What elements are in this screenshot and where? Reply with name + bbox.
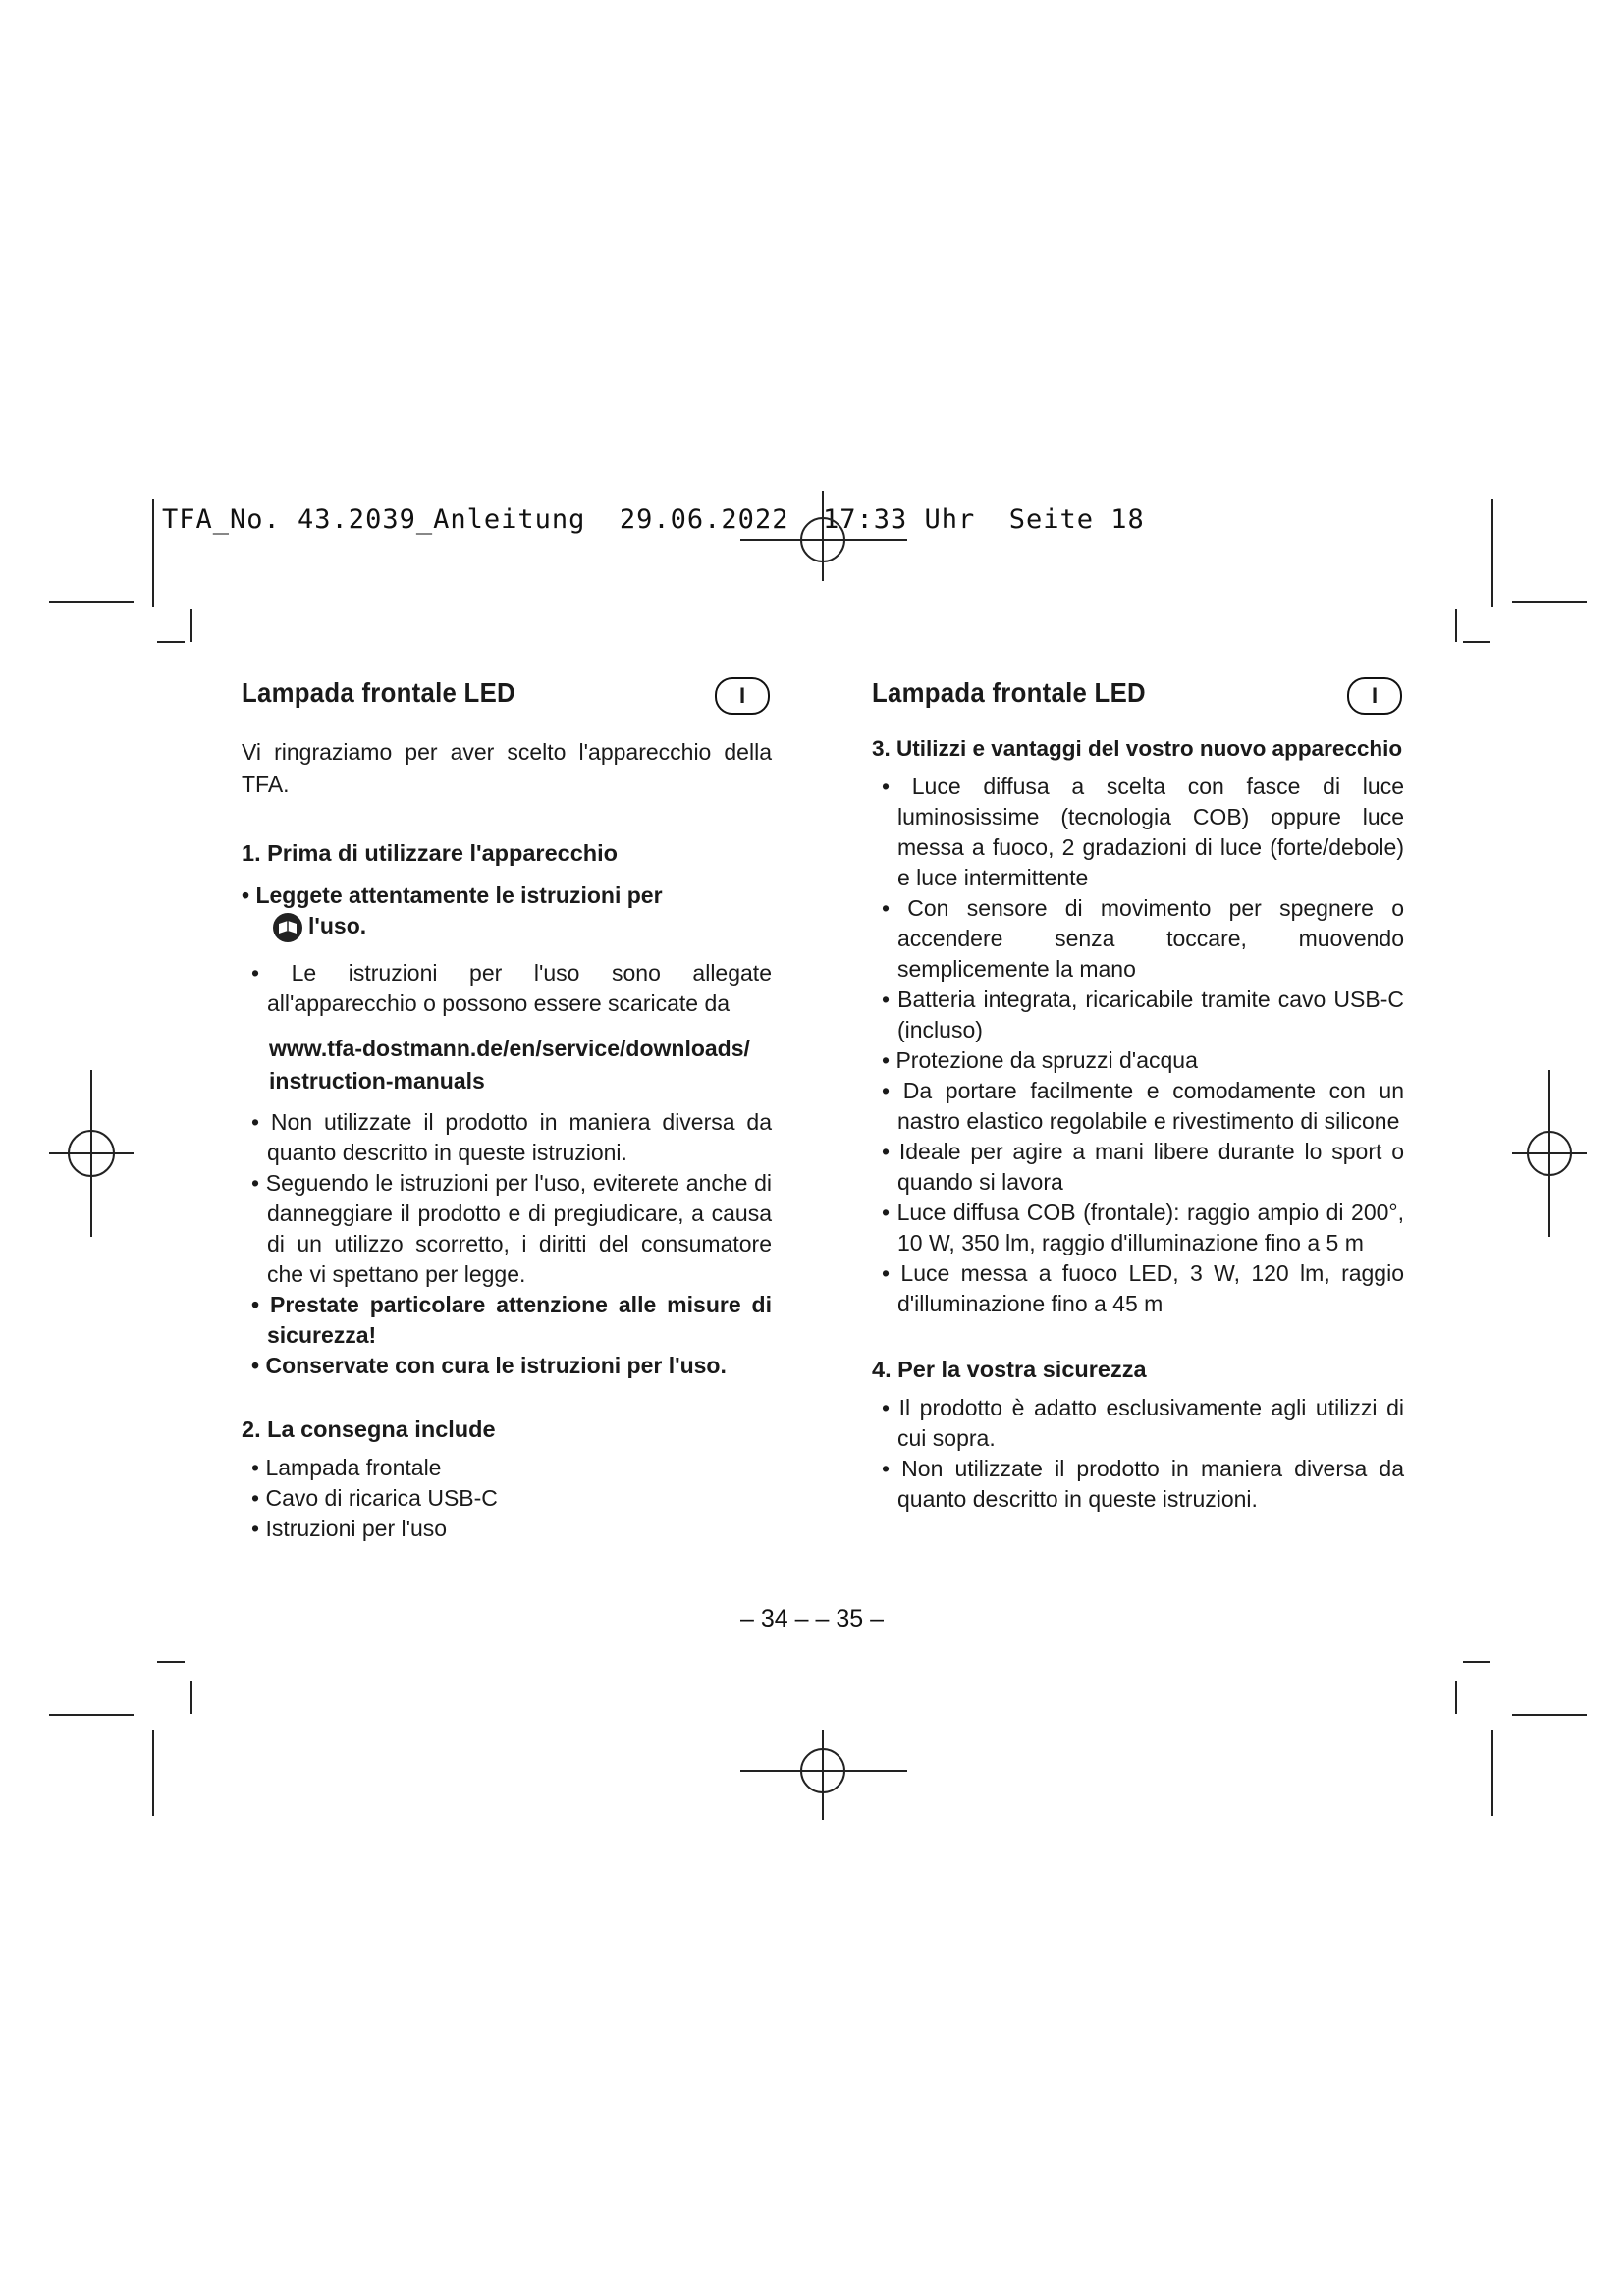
read-instructions-item: • Leggete attentamente le istruzioni per l'uso. <box>242 881 772 944</box>
crop-mark <box>1455 609 1457 642</box>
list-item: • Batteria integrata, ricaricabile tramite cavo USB-C (incluso) <box>882 987 1404 1042</box>
crop-mark <box>157 641 185 643</box>
crop-mark <box>1491 499 1493 607</box>
crop-mark <box>157 1661 185 1663</box>
crop-mark <box>49 601 134 603</box>
print-slug: TFA_No. 43.2039_Anleitung 29.06.2022 17:33 Uhr Seite 18 <box>162 505 1145 535</box>
crop-mark <box>152 1730 154 1816</box>
page-title: Lampada frontale LED <box>242 677 515 708</box>
language-badge: I <box>1347 677 1402 715</box>
crop-mark <box>1512 1714 1587 1716</box>
instructions-list <box>242 1107 772 1381</box>
read-instructions-line: Leggete attentamente le istruzioni per <box>255 882 663 908</box>
read-instructions-line: l'uso. <box>308 913 367 939</box>
crop-mark <box>49 1714 134 1716</box>
language-badge: I <box>715 677 770 715</box>
section-heading: 3. Utilizzi e vantaggi del vostro nuovo apparecchio <box>872 736 1403 761</box>
list-item: • Non utilizzate il prodotto in maniera diversa da quanto descritto in queste istruzioni. <box>251 1109 772 1165</box>
page-numbers: – 34 – – 35 – <box>740 1605 884 1632</box>
delivery-list <box>242 1453 772 1544</box>
list-item: • Luce messa a fuoco LED, 3 W, 120 lm, raggio d'illuminazione fino a 45 m <box>882 1260 1405 1316</box>
right-page-header <box>872 677 1404 722</box>
list-item: • Ideale per agire a mani libere durante lo sport o quando si lavora <box>882 1139 1404 1195</box>
features-list <box>872 772 1404 1319</box>
left-page <box>242 677 772 1544</box>
read-manual-icon <box>271 911 304 944</box>
list-item: • Le istruzioni per l'uso sono allegate all'apparecchio o possono essere scaricate da <box>251 960 772 1016</box>
list-item: • Cavo di ricarica USB-C <box>251 1485 498 1511</box>
registration-mark-icon <box>740 491 907 581</box>
section-heading: 4. Per la vostra sicurezza <box>872 1357 1147 1382</box>
crop-mark <box>1463 1661 1490 1663</box>
page-title: Lampada frontale LED <box>872 677 1146 708</box>
list-item: • Con sensore di movimento per spegnere o accendere senza toccare, muovendo semplicemente la mano <box>882 895 1404 982</box>
right-page <box>872 677 1404 1515</box>
registration-mark-icon <box>49 1070 134 1237</box>
list-item: • Da portare facilmente e comodamente con un nastro elastico regolabile e rivestimento di silicone <box>882 1078 1404 1134</box>
registration-mark-icon <box>740 1730 907 1820</box>
list-item: • Prestate particolare attenzione alle misure di sicurezza! <box>251 1292 772 1348</box>
list-item: • Protezione da spruzzi d'acqua <box>882 1047 1198 1073</box>
list-item: • Seguendo le istruzioni per l'uso, eviterete anche di danneggiare il prodotto e di pregiudicare, a causa di un utilizzo scorretto, i diritti del consumatore che vi spettano per legge. <box>251 1170 772 1287</box>
registration-mark-icon <box>1512 1070 1587 1237</box>
list-item: • Non utilizzate il prodotto in maniera diversa da quanto descritto in queste istruzioni. <box>882 1456 1404 1512</box>
intro-text: Vi ringraziamo per aver scelto l'apparecchio della TFA. <box>242 739 772 797</box>
section-heading: 2. La consegna include <box>242 1416 496 1442</box>
left-page-header <box>242 677 772 722</box>
crop-mark <box>152 499 154 607</box>
list-item: • Lampada frontale <box>251 1455 442 1480</box>
list-item: • Il prodotto è adatto esclusivamente agli utilizzi di cui sopra. <box>882 1395 1404 1451</box>
list-item: • Conservate con cura le istruzioni per l'uso. <box>251 1353 727 1378</box>
crop-mark <box>1455 1681 1457 1714</box>
crop-mark <box>190 1681 192 1714</box>
crop-mark <box>1491 1730 1493 1816</box>
list-item: • Luce diffusa a scelta con fasce di luce luminosissime (tecnologia COB) oppure luce messa a fuoco, 2 gradazioni di luce (forte/debole) e luce intermittente <box>882 774 1404 890</box>
list-item: • Istruzioni per l'uso <box>251 1516 448 1541</box>
crop-mark <box>1512 601 1587 603</box>
instructions-list <box>242 958 772 1019</box>
download-link[interactable]: www.tfa-dostmann.de/en/service/downloads/ instruction-manuals <box>269 1036 750 1094</box>
safety-list <box>872 1393 1404 1515</box>
section-heading: 1. Prima di utilizzare l'apparecchio <box>242 840 619 866</box>
crop-mark <box>1463 641 1490 643</box>
crop-mark <box>190 609 192 642</box>
list-item: • Luce diffusa COB (frontale): raggio ampio di 200°, 10 W, 350 lm, raggio d'illuminazione fino a 5 m <box>882 1200 1404 1255</box>
